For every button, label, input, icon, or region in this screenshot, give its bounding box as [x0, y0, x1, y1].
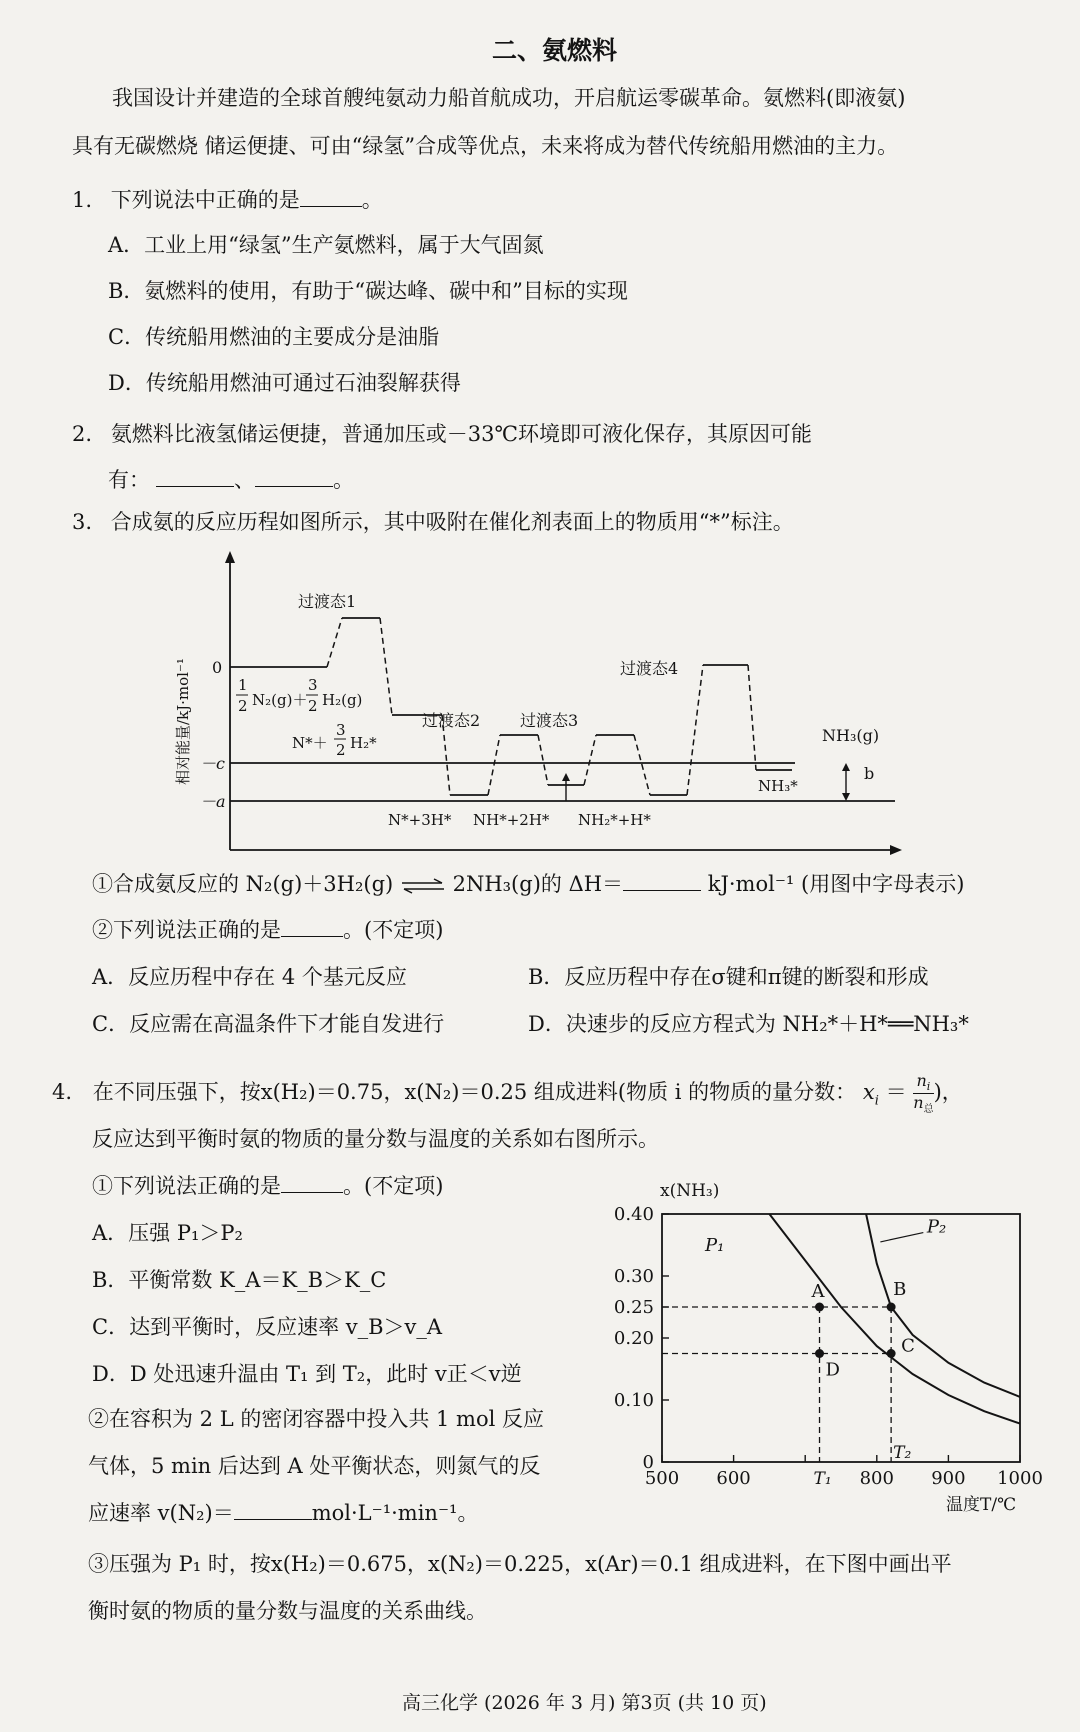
q3-option-c: C．反应需在高温条件下才能自发进行	[92, 1012, 445, 1036]
page-footer: 高三化学 (2026 年 3 月) 第3页 (共 10 页)	[402, 1692, 767, 1714]
q3-sub1-blank[interactable]	[623, 872, 701, 891]
q4-sub1	[92, 1174, 443, 1199]
q2-separator: 、	[234, 468, 255, 492]
q4-sub2-line-2: 气体，5 min 后达到 A 处平衡状态，则氮气的反	[88, 1454, 541, 1478]
svg-text:2: 2	[238, 697, 248, 715]
svg-text:2: 2	[336, 741, 346, 759]
q4-sub2-line-3-post: mol·L⁻¹·min⁻¹。	[311, 1501, 479, 1525]
intermediate-1-label: N*+3H*	[388, 811, 452, 829]
q1-stem-end: 。	[361, 188, 383, 212]
q1-number: 1.	[72, 188, 93, 212]
q3-option-a: A．反应历程中存在 4 个基元反应	[92, 965, 407, 989]
x-tick-label: 800	[859, 1468, 894, 1489]
svg-text:3: 3	[336, 721, 346, 739]
point-D	[815, 1349, 824, 1358]
q4-sub3-line-1: ③压强为 P₁ 时，按x(H₂)＝0.675，x(N₂)＝0.225，x(Ar)＝0.1 组成进料，在下图中画出平	[88, 1552, 952, 1576]
q4-option-d: D．D 处迅速升温由 T₁ 到 T₂，此时 v正＜v逆	[92, 1362, 522, 1386]
mole-fraction-formula: $x_i$ ＝ $n_i$ $n_总$	[862, 1071, 934, 1116]
q2-have: 有：	[108, 468, 150, 492]
q1-option-a: A．工业上用“绿氢”生产氨燃料，属于大气固氮	[108, 233, 544, 257]
q3-option-b: B．反应历程中存在σ键和π键的断裂和形成	[528, 965, 929, 989]
ammonia-equilibrium-chart	[600, 1172, 1043, 1517]
nh3-g-label: NH₃(g)	[822, 726, 880, 745]
q1-option-c: C．传统船用燃油的主要成分是油脂	[108, 325, 440, 349]
y-axis-label: 相对能量/kJ·mol⁻¹	[174, 658, 192, 785]
y-tick-label: 0	[642, 1452, 654, 1473]
x-tick-label: 1000	[997, 1468, 1043, 1489]
svg-text:3: 3	[308, 676, 318, 694]
q1-option-b: B．氨燃料的使用，有助于“碳达峰、碳中和”目标的实现	[108, 279, 628, 303]
b-label: b	[864, 764, 875, 783]
q3-stem: 合成氨的反应历程如图所示，其中吸附在催化剂表面上的物质用“*”标注。	[110, 510, 794, 534]
q4-sub1-stem: ①下列说法正确的是	[92, 1174, 281, 1198]
q4-option-b: B．平衡常数 K_A＝K_B＞K_C	[92, 1268, 387, 1292]
q4-stem: 在不同压强下，按x(H₂)＝0.75，x(N₂)＝0.25 组成进料(物质 i 的物质的量分数：	[92, 1080, 857, 1105]
q2-stem: 氨燃料比液氢储运便捷，普通加压或－33℃环境即可液化保存，其原因可能	[110, 422, 812, 446]
q1-stem: 下列说法中正确的是	[110, 188, 300, 212]
q1-question	[72, 188, 383, 213]
series-1-label: P₁	[704, 1235, 725, 1257]
point-label-D: D	[825, 1359, 840, 1381]
q3-sub2	[92, 918, 443, 943]
q3-sub2-stem: ②下列说法正确的是	[92, 918, 281, 942]
q4-sub1-end: 。(不定项)	[343, 1174, 444, 1198]
series-1-curve	[769, 1214, 1020, 1424]
chart-y-label: x(NH₃)	[660, 1181, 720, 1201]
point-A	[815, 1303, 824, 1312]
n-star-label	[292, 721, 377, 759]
q3-sub2-blank[interactable]	[281, 918, 343, 937]
svg-text:2: 2	[308, 697, 318, 715]
t2-label: T₂	[893, 1443, 912, 1463]
q3-sub1-post: kJ·mol⁻¹ (用图中字母表示)	[707, 872, 965, 896]
q3-option-d: D．决速步的反应方程式为 NH₂*＋H*══NH₃*	[528, 1012, 969, 1036]
energy-profile-diagram	[160, 545, 920, 865]
equilibrium-arrow-icon	[400, 879, 446, 893]
q4-sub3-line-2: 衡时氨的物质的量分数与温度的关系曲线。	[88, 1599, 487, 1623]
q1-option-d: D．传统船用燃油可通过石油裂解获得	[108, 371, 461, 395]
q3-question	[72, 510, 794, 535]
nh3-star-label: NH₃*	[758, 777, 798, 795]
point-label-B: B	[893, 1279, 907, 1300]
q4-option-a: A．压强 P₁＞P₂	[92, 1221, 243, 1245]
q4-sub2-blank[interactable]	[234, 1501, 312, 1520]
q2-question	[72, 422, 812, 447]
y-tick-0: 0	[212, 658, 223, 677]
series-2-label: P₂	[926, 1216, 947, 1238]
ts-1-label: 过渡态1	[298, 592, 357, 611]
intro-line-2: 具有无碳燃烧 储运便捷、可由“绿氢”合成等优点，未来将成为替代传统船用燃油的主力。	[72, 134, 899, 158]
q3-sub1-mid: 2NH₃(g)的 ΔH＝	[452, 872, 624, 896]
intermediate-2-label: NH*+2H*	[473, 811, 550, 829]
series-2-leader	[880, 1233, 923, 1242]
ts-4-label: 过渡态4	[620, 659, 679, 678]
q4-sub2-line-1: ②在容积为 2 L 的密闭容器中投入共 1 mol 反应	[88, 1407, 544, 1431]
ts-2-label: 过渡态2	[422, 711, 481, 730]
q4-option-c: C．达到平衡时，反应速率 v_B＞v_A	[92, 1315, 443, 1339]
point-B	[887, 1303, 896, 1312]
q3-number: 3.	[72, 510, 93, 534]
intermediate-3-label: NH₂*+H*	[578, 811, 651, 829]
q4-stem-end: )，	[933, 1080, 963, 1105]
svg-text:N*＋: N*＋	[292, 734, 328, 752]
ts-3-label: 过渡态3	[520, 711, 579, 730]
q3-sub2-end: 。(不定项)	[343, 918, 444, 942]
y-tick-label: 0.25	[613, 1297, 654, 1318]
x-tick-label: 500	[644, 1468, 680, 1489]
q4-sub2-line-3	[88, 1501, 478, 1526]
x-tick-label: 600	[716, 1468, 751, 1489]
chart-x-label: 温度T/℃	[946, 1495, 1017, 1515]
y-tick-label: 0.10	[613, 1390, 654, 1411]
t1-label: T₁	[813, 1469, 832, 1489]
svg-text:1: 1	[238, 676, 248, 694]
y-tick-c: －c	[200, 754, 225, 773]
q2-blank-2[interactable]	[255, 468, 333, 487]
y-tick-a: －a	[200, 792, 226, 811]
q4-question	[52, 1072, 963, 1115]
y-tick-label: 0.30	[613, 1266, 654, 1287]
svg-text:N₂(g)＋: N₂(g)＋	[252, 691, 308, 709]
q4-sub2-line-3-pre: 应速率 v(N₂)＝	[88, 1501, 234, 1525]
q2-end: 。	[333, 468, 354, 492]
q1-answer-blank[interactable]	[300, 188, 362, 207]
q3-sub1-pre: ①合成氨反应的 N₂(g)＋3H₂(g)	[92, 872, 394, 896]
point-C	[887, 1349, 896, 1358]
svg-text:H₂*: H₂*	[350, 734, 377, 752]
q2-number: 2.	[72, 422, 93, 446]
point-label-A: A	[811, 1281, 825, 1302]
x-tick-label: 900	[931, 1468, 966, 1489]
y-tick-label: 0.40	[613, 1204, 654, 1225]
q3-sub1	[92, 872, 964, 897]
intro-line-1: 我国设计并建造的全球首艘纯氨动力船首航成功，开启航运零碳革命。氨燃料(即液氨)	[112, 86, 906, 110]
q2-answer-line	[108, 468, 354, 493]
section-title: 二、氨燃料	[492, 36, 618, 65]
point-label-C: C	[901, 1335, 915, 1357]
q4-stem-2: 反应达到平衡时氨的物质的量分数与温度的关系如右图所示。	[92, 1127, 659, 1151]
y-tick-label: 0.20	[613, 1328, 654, 1349]
q2-blank-1[interactable]	[156, 468, 234, 487]
svg-text:H₂(g): H₂(g)	[322, 691, 363, 709]
q4-sub1-blank[interactable]	[281, 1174, 343, 1193]
reactant-label	[236, 676, 362, 715]
q4-number: 4.	[52, 1080, 73, 1105]
